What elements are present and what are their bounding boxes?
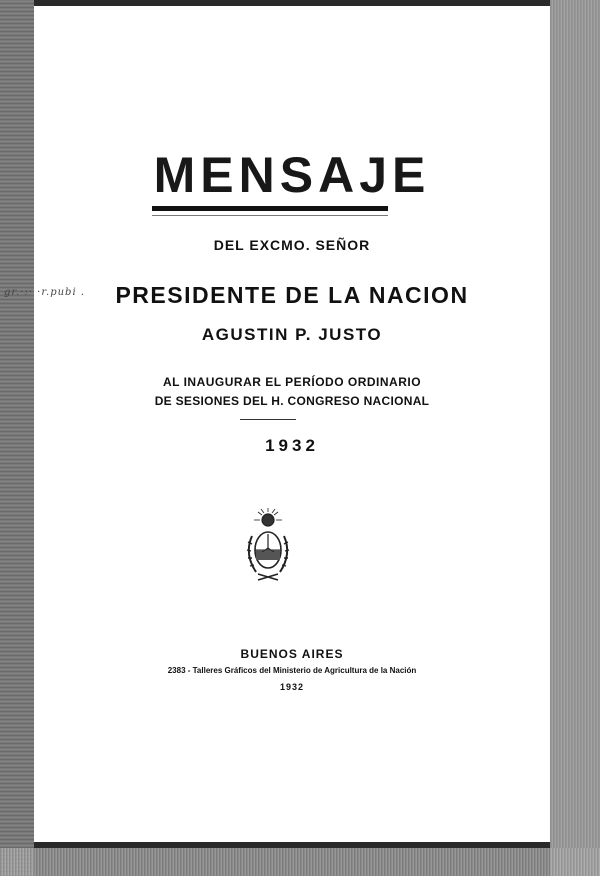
subtitle-line-2: PRESIDENTE DE LA NACION: [115, 282, 469, 308]
publication-city: BUENOS AIRES: [240, 647, 344, 661]
document-year: 1932: [265, 436, 319, 455]
coat-of-arms-icon: [238, 506, 298, 590]
scan-bottom-edge: [0, 848, 600, 876]
subtitle-line-1: DEL EXCMO. SEÑOR: [213, 237, 371, 253]
title-underline-thin: [152, 215, 388, 216]
title-page: [4, 6, 550, 842]
document-title: MENSAJE: [153, 147, 431, 203]
occasion-line-2: DE SESIONES DEL H. CONGRESO NACIONAL: [154, 394, 430, 408]
handwritten-note: gr.·:· ·r.pubi .: [4, 287, 86, 298]
publication-year: 1932: [279, 682, 305, 692]
scan-right-edge: [550, 0, 600, 876]
separator-rule: [240, 419, 296, 420]
printer-imprint: 2383 - Talleres Gráficos del Ministerio de Agricultura de la Nación: [167, 666, 417, 675]
scan-left-edge: [0, 0, 34, 876]
occasion-line-1: AL INAUGURAR EL PERÍODO ORDINARIO: [162, 375, 422, 389]
title-underline: [152, 206, 388, 211]
president-name: AGUSTIN P. JUSTO: [201, 325, 383, 344]
